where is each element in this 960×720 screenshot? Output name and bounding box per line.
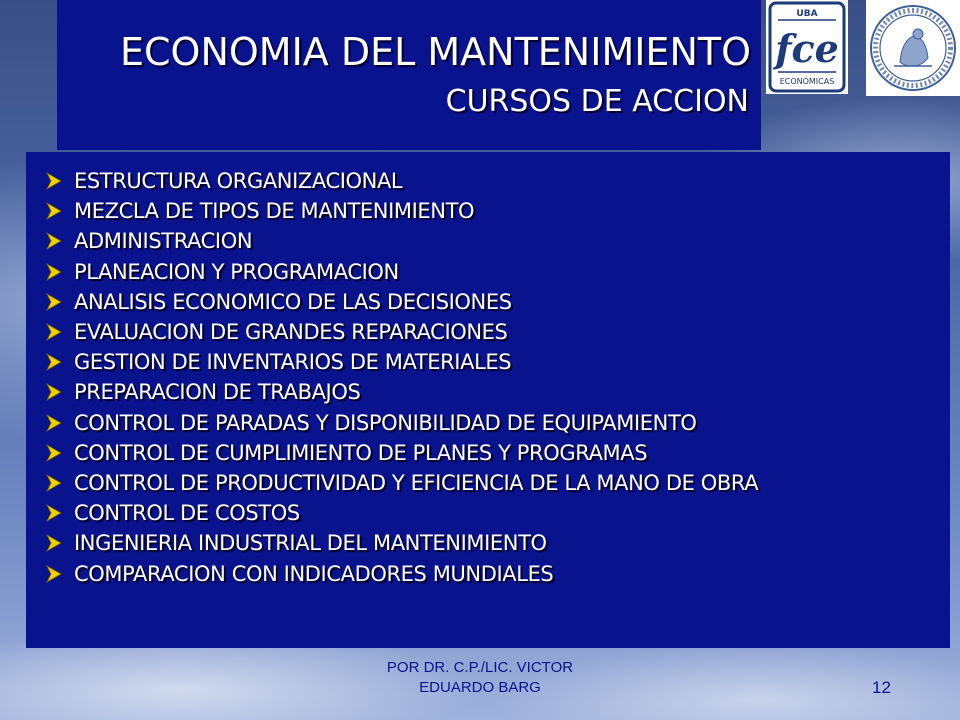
list-item — [44, 196, 758, 226]
list-item-text: COMPARACION CON INDICADORES MUNDIALES — [74, 561, 554, 586]
list-item — [44, 438, 758, 468]
list-item — [44, 558, 758, 588]
list-item-text: GESTION DE INVENTARIOS DE MATERIALES — [74, 350, 512, 375]
list-item-text: ADMINISTRACION — [74, 229, 253, 254]
list-item-text: ANALISIS ECONOMICO DE LAS DECISIONES — [74, 289, 512, 314]
title-panel — [57, 0, 761, 150]
list-item — [44, 377, 758, 407]
footer-author — [330, 658, 630, 698]
fce-logo-icon — [766, 0, 848, 94]
list-item-text: EVALUACION DE GRANDES REPARACIONES — [74, 320, 508, 345]
arrowhead-bullet-icon — [44, 292, 64, 312]
list-item — [44, 347, 758, 377]
arrowhead-bullet-icon — [44, 382, 64, 402]
fce-logo-bottom-text: ECONÓMICAS — [779, 77, 835, 86]
list-item-text: CONTROL DE PARADAS Y DISPONIBILIDAD DE EQUIPAMIENTO — [74, 410, 697, 435]
list-item-text: INGENIERIA INDUSTRIAL DEL MANTENIMIENTO — [74, 531, 547, 556]
page-number: 12 — [872, 678, 891, 697]
list-item — [44, 468, 758, 498]
slide-title: ECONOMIA DEL MANTENIMIENTO — [120, 30, 751, 74]
list-item — [44, 226, 758, 256]
fce-logo-main-text: fce — [775, 26, 839, 71]
arrowhead-bullet-icon — [44, 473, 64, 493]
arrowhead-bullet-icon — [44, 322, 64, 342]
list-item-text: PLANEACION Y PROGRAMACION — [74, 259, 399, 284]
university-seal-icon — [866, 0, 960, 96]
arrowhead-bullet-icon — [44, 352, 64, 372]
university-seal — [866, 0, 960, 96]
arrowhead-bullet-icon — [44, 231, 64, 251]
arrowhead-bullet-icon — [44, 443, 64, 463]
arrowhead-bullet-icon — [44, 413, 64, 433]
arrowhead-bullet-icon — [44, 564, 64, 584]
list-item-text: CONTROL DE CUMPLIMIENTO DE PLANES Y PROGRAMAS — [74, 440, 648, 465]
list-item-text: CONTROL DE PRODUCTIVIDAD Y EFICIENCIA DE LA MANO DE OBRA — [74, 470, 759, 495]
list-item — [44, 528, 758, 558]
fce-logo — [766, 0, 848, 94]
list-item-text: CONTROL DE COSTOS — [74, 501, 300, 526]
arrowhead-bullet-icon — [44, 201, 64, 221]
arrowhead-bullet-icon — [44, 533, 64, 553]
arrowhead-bullet-icon — [44, 171, 64, 191]
list-item — [44, 498, 758, 528]
list-item — [44, 408, 758, 438]
list-item — [44, 317, 758, 347]
list-item — [44, 166, 758, 196]
course-list — [44, 166, 758, 589]
list-item — [44, 257, 758, 287]
fce-logo-top-text: UBA — [796, 9, 818, 19]
arrowhead-bullet-icon — [44, 262, 64, 282]
footer-author-line2: EDUARDO BARG — [419, 679, 541, 696]
list-item-text: ESTRUCTURA ORGANIZACIONAL — [74, 169, 403, 194]
arrowhead-bullet-icon — [44, 503, 64, 523]
content-panel — [26, 152, 950, 648]
list-item-text: PREPARACION DE TRABAJOS — [74, 380, 361, 405]
list-item-text: MEZCLA DE TIPOS DE MANTENIMIENTO — [74, 199, 475, 224]
slide-subtitle: CURSOS DE ACCION — [445, 84, 749, 119]
list-item — [44, 287, 758, 317]
footer-author-line1: POR DR. C.P./LIC. VICTOR — [386, 659, 574, 676]
